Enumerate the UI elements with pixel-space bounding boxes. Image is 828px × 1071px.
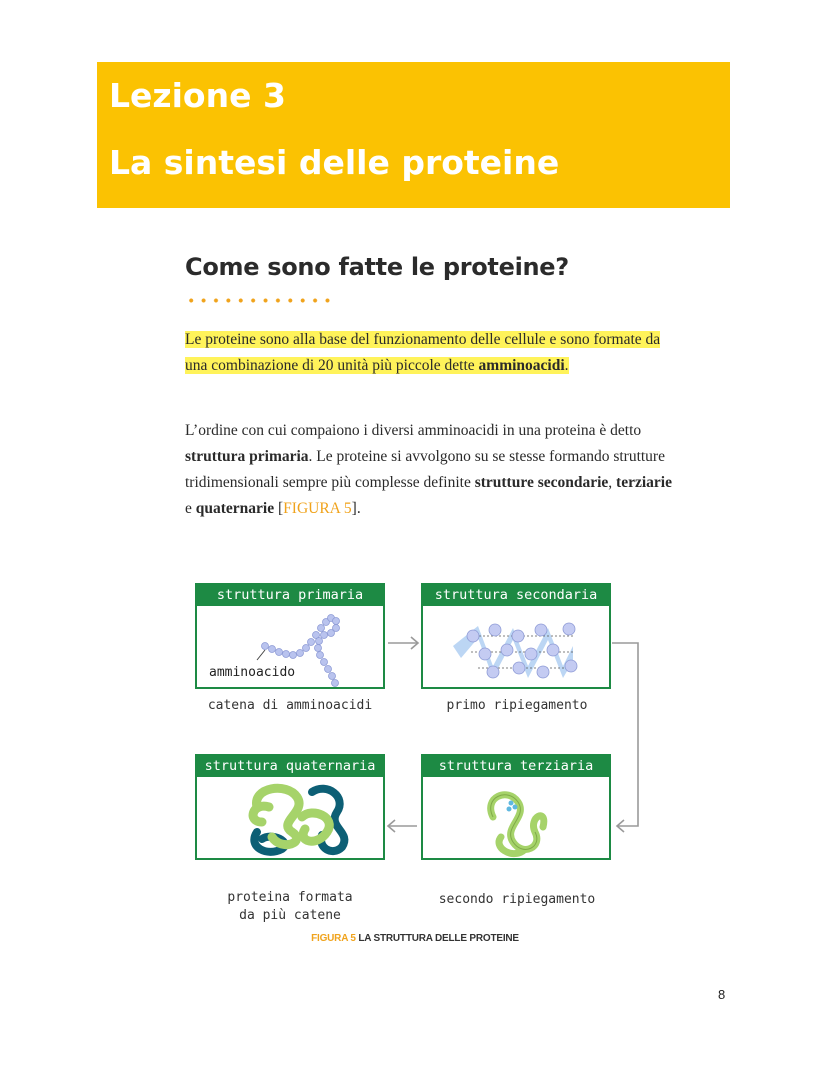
figure-caption-text: LA STRUTTURA DELLE PROTEINE	[355, 933, 519, 944]
term-strutture-secondarie: strutture secondarie	[474, 474, 609, 491]
text-run: ,	[608, 474, 617, 491]
section-heading: Come sono fatte le proteine?	[185, 253, 569, 281]
figure-number: FIGURA 5	[311, 933, 356, 944]
primary-caption: catena di amminoacidi	[207, 698, 373, 713]
term-terziarie: terziarie	[616, 474, 672, 491]
lesson-number: Lezione 3	[109, 76, 286, 115]
term-quaternarie: quaternarie	[195, 500, 275, 517]
text-run: e	[185, 500, 196, 517]
primary-structure-panel	[195, 583, 385, 689]
term-amminoacidi: amminoacidi	[478, 357, 565, 374]
panel-title: struttura quaternaria	[197, 756, 383, 777]
highlighted-text-end: .	[564, 357, 569, 374]
body-paragraph	[185, 418, 675, 522]
panel-title: struttura secondaria	[423, 585, 609, 606]
term-struttura-primaria: struttura primaria	[185, 448, 309, 465]
multi-chain-illustration	[197, 777, 383, 859]
intro-paragraph	[185, 327, 675, 379]
page-number: 8	[718, 987, 726, 1002]
amino-acid-label: amminoacido	[209, 665, 296, 680]
text-run: [	[274, 500, 284, 517]
panel-title: struttura terziaria	[423, 756, 609, 777]
caption-line: da più catene	[239, 908, 341, 923]
flow-arrows	[385, 630, 645, 840]
figure-reference-link[interactable]: FIGURA 5	[283, 500, 352, 517]
text-run: L’ordine con cui compaiono i diversi amminoacidi in una proteina è detto	[185, 422, 642, 439]
lesson-banner	[97, 62, 730, 208]
tertiary-caption: secondo ripiegamento	[438, 892, 596, 907]
panel-title: struttura primaria	[197, 585, 383, 606]
quaternary-structure-panel	[195, 754, 385, 860]
caption-line: proteina formata	[227, 890, 353, 905]
figure-caption	[190, 933, 640, 944]
highlighted-text: Le proteine sono alla base del funzionamento delle cellule e sono formate da una combinazione di 20 unità più piccole dette	[185, 331, 661, 374]
arrow-secondary-to-tertiary	[612, 643, 638, 826]
quaternary-caption	[180, 889, 400, 925]
text-run: . Le proteine si avvolgono su se stesse formando strutture tridimensionali sempre più complesse definite	[185, 448, 665, 491]
dotted-divider	[185, 298, 335, 303]
text-run: ].	[351, 500, 361, 517]
lesson-title: La sintesi delle proteine	[109, 143, 560, 182]
secondary-caption: primo ripiegamento	[446, 698, 588, 713]
